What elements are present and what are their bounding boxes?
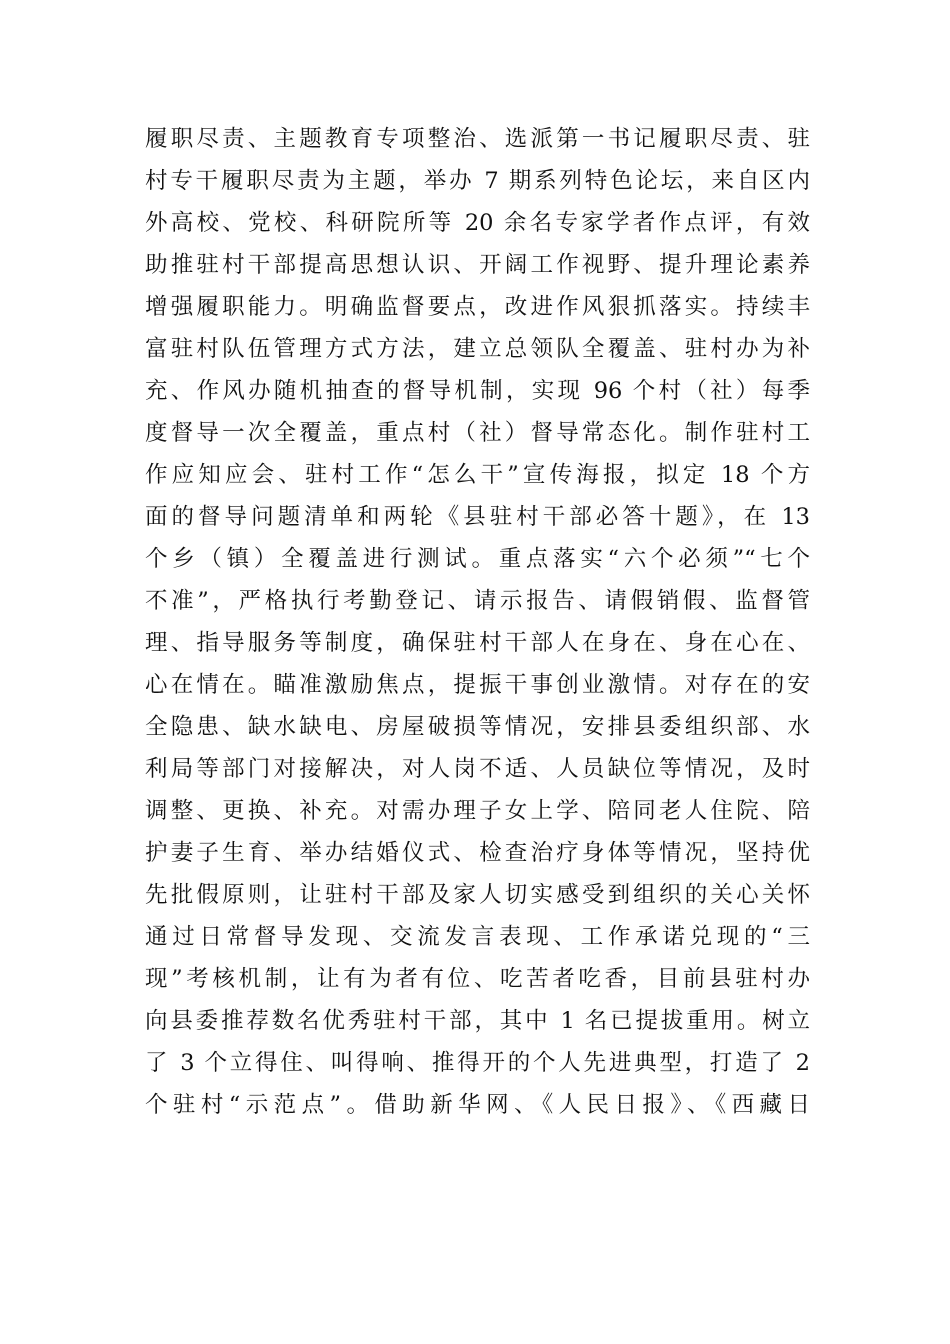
text-line: 全隐患、缺水缺电、房屋破损等情况，安排县委组织部、水 [145, 714, 810, 740]
text-line: 增强履职能力。明确监督要点，改进作风狠抓落实。持续丰 [145, 294, 810, 320]
text-line: 通过日常督导发现、交流发言表现、工作承诺兑现的“三 [145, 924, 810, 950]
text-line: 了 3 个立得住、叫得响、推得开的个人先进典型，打造了 2 [145, 1050, 810, 1076]
text-line: 利局等部门对接解决，对人岗不适、人员缺位等情况，及时 [145, 756, 810, 782]
text-line: 心在情在。瞄准激励焦点，提振干事创业激情。对存在的安 [145, 672, 810, 698]
text-line: 面的督导问题清单和两轮《县驻村干部必答十题》，在 13 [145, 504, 810, 530]
text-line: 理、指导服务等制度，确保驻村干部人在身在、身在心在、 [145, 630, 810, 656]
text-line: 充、作风办随机抽查的督导机制，实现 96 个村（社）每季 [145, 378, 810, 404]
text-line: 个乡（镇）全覆盖进行测试。重点落实“六个必须”“七个 [145, 546, 810, 572]
text-line: 先批假原则，让驻村干部及家人切实感受到组织的关心关怀 [145, 882, 810, 908]
text-line: 富驻村队伍管理方式方法，建立总领队全覆盖、驻村办为补 [145, 336, 810, 362]
text-line: 个驻村“示范点”。借助新华网、《人民日报》、《西藏日 [145, 1092, 810, 1118]
text-line: 调整、更换、补充。对需办理子女上学、陪同老人住院、陪 [145, 798, 810, 824]
text-line: 履职尽责、主题教育专项整治、选派第一书记履职尽责、驻 [145, 126, 810, 152]
text-line: 度督导一次全覆盖，重点村（社）督导常态化。制作驻村工 [145, 420, 810, 446]
text-line: 向县委推荐数名优秀驻村干部，其中 1 名已提拔重用。树立 [145, 1008, 810, 1034]
text-line: 村专干履职尽责为主题，举办 7 期系列特色论坛，来自区内 [145, 168, 810, 194]
text-line: 现”考核机制，让有为者有位、吃苦者吃香，目前县驻村办 [145, 966, 810, 992]
text-line: 护妻子生育、举办结婚仪式、检查治疗身体等情况，坚持优 [145, 840, 810, 866]
body-text [145, 118, 810, 1126]
text-line: 作应知应会、驻村工作“怎么干”宣传海报，拟定 18 个方 [145, 462, 810, 488]
text-line: 不准”，严格执行考勤登记、请示报告、请假销假、监督管 [145, 588, 810, 614]
text-line: 外高校、党校、科研院所等 20 余名专家学者作点评，有效 [145, 210, 810, 236]
text-line: 助推驻村干部提高思想认识、开阔工作视野、提升理论素养 [145, 252, 810, 278]
